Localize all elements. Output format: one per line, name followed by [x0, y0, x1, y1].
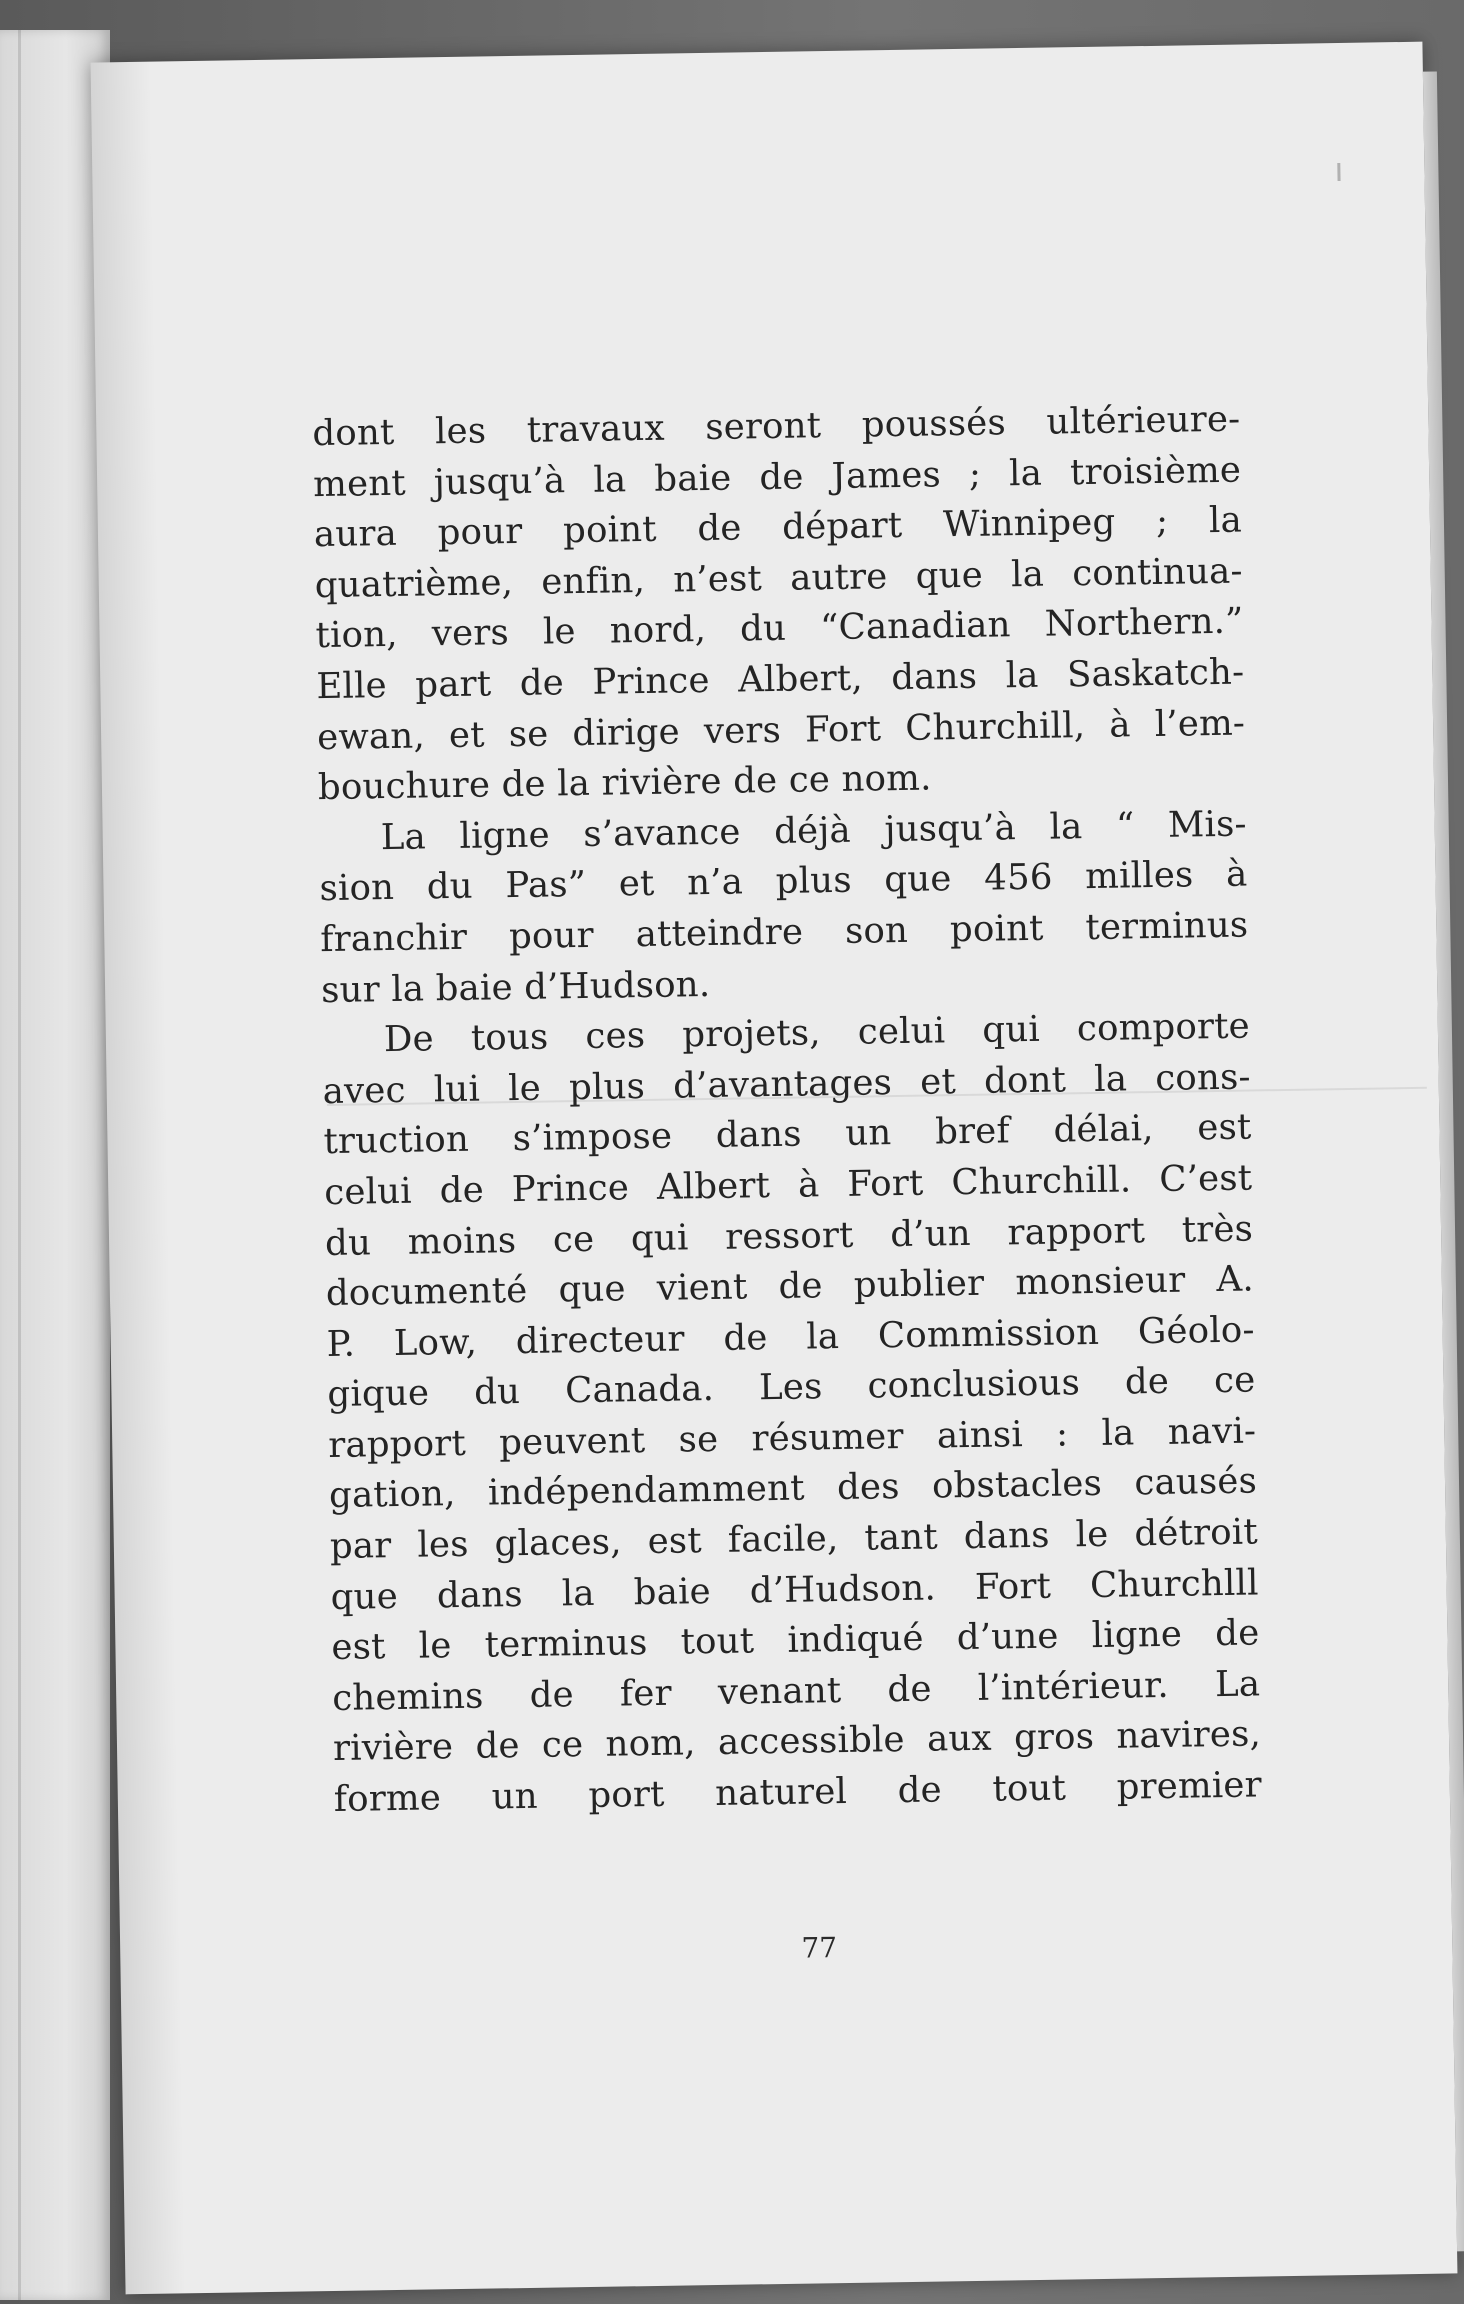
paragraph-2: [318, 799, 1249, 1016]
text-line: du moins ce qui ressort d’un rapport très: [324, 1207, 1254, 1264]
text-line: rivière de ce nom, accessible aux gros navires,: [332, 1713, 1262, 1770]
text-line: bouchure de la rivière de ce nom.: [317, 757, 932, 809]
text-line: que dans la baie d’Hudson. Fort Churchlll: [330, 1562, 1259, 1618]
text-line: P. Low, directeur de la Commission Géolo-: [326, 1309, 1255, 1365]
text-line: par les glaces, est facile, tant dans le détroit: [329, 1511, 1259, 1568]
text-line: aura pour point de départ Winnipeg ; la: [313, 499, 1243, 556]
page-number: 77: [801, 1931, 838, 1965]
book-page: [91, 42, 1458, 2295]
facing-page-edge: [0, 30, 110, 2300]
text-line: chemins de fer venant de l’intérieur. La: [331, 1663, 1261, 1719]
text-line: sur la baie d’Hudson.: [320, 963, 711, 1011]
text-line: avec lui le plus d’avantages et dont la cons-: [322, 1056, 1251, 1112]
text-line: forme un port naturel de tout premier: [333, 1764, 1263, 1821]
text-line: gique du Canada. Les conclusious de ce: [327, 1359, 1256, 1416]
text-line: ewan, et se dirige vers Fort Churchill, à l’em-: [316, 702, 1246, 758]
text-line: De tous ces projets, celui qui comporte: [383, 1005, 1251, 1061]
paragraph-3: [322, 1002, 1263, 1826]
text-line: quatrième, enfin, n’est autre que la continua-: [314, 550, 1244, 606]
text-line: franchir pour atteindre son point terminus: [320, 904, 1249, 961]
text-line: Elle part de Prince Albert, dans la Saskatch-: [316, 651, 1245, 708]
paragraph-1: [312, 395, 1246, 814]
text-line: gation, indépendamment des obstacles causés: [328, 1460, 1258, 1517]
text-line: tion, vers le nord, du “Canadian Northern.”: [315, 600, 1244, 657]
text-line: sion du Pas” et n’a plus que 456 milles à: [319, 853, 1248, 910]
text-line: est le terminus tout indiqué d’une ligne de: [331, 1612, 1260, 1669]
text-line: dont les travaux seront poussés ultérieure-: [312, 398, 1241, 455]
body-text: [312, 395, 1262, 1826]
page-blemish: [1337, 163, 1340, 181]
text-line: rapport peuvent se résumer ainsi : la navi-: [327, 1410, 1257, 1466]
text-line: documenté que vient de publier monsieur A.: [325, 1258, 1255, 1315]
text-line: La ligne s’avance déjà jusqu’à la “ Mis-: [380, 803, 1247, 858]
text-line: ment jusqu’à la baie de James ; la troisième: [312, 449, 1242, 505]
text-line: truction s’impose dans un bref délai, est: [323, 1106, 1252, 1163]
text-line: celui de Prince Albert à Fort Churchill. C’est: [324, 1157, 1253, 1213]
